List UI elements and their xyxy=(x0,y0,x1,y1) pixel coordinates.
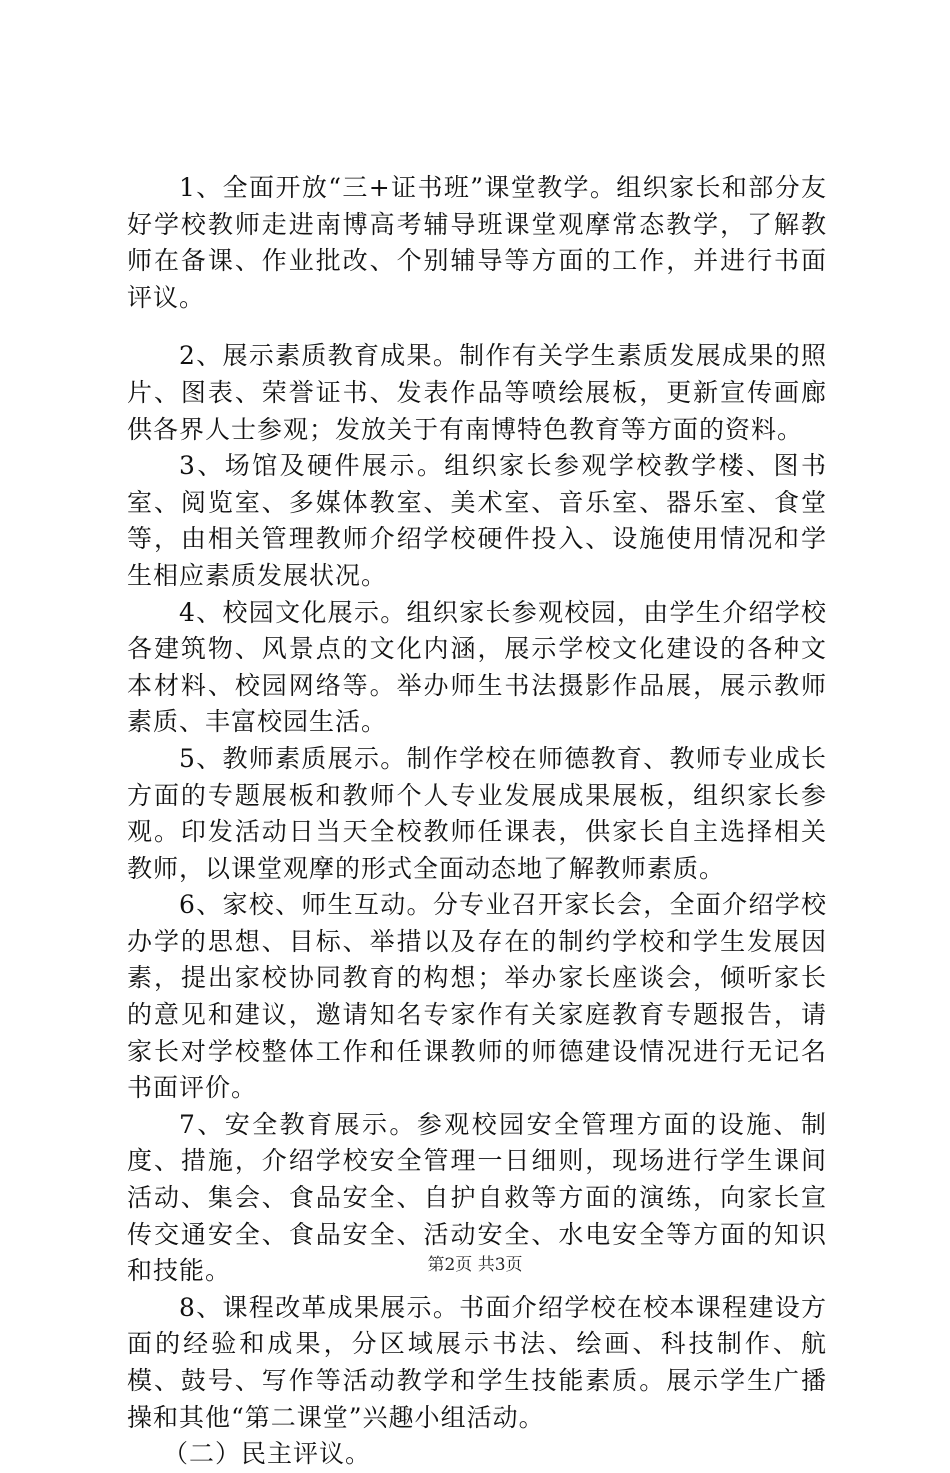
paragraph-5: 5、教师素质展示。制作学校在师德教育、教师专业成长方面的专题展板和教师个人专业发展成果展板，组织家长参观。印发活动日当天全校教师任课表，供家长自主选择相关教师，以课堂观摩的形式全面动态地了解教师素质。 xyxy=(127,743,827,883)
paragraph-6: 6、家校、师生互动。分专业召开家长会，全面介绍学校办学的思想、目标、举措以及存在的制约学校和学生发展因素，提出家校协同教育的构想；举办家长座谈会，倾听家长的意见和建议，邀请知名专家作有关家庭教育专题报告，请家长对学校整体工作和任课教师的师德建设情况进行无记名书面评价。 xyxy=(127,890,827,1103)
paragraph-3: 3、场馆及硬件展示。组织家长参观学校教学楼、图书室、阅览室、多媒体教室、美术室、音乐室、器乐室、食堂等，由相关管理教师介绍学校硬件投入、设施使用情况和学生相应素质发展状况。 xyxy=(127,451,827,590)
paragraph-8: 8、课程改革成果展示。书面介绍学校在校本课程建设方面的经验和成果，分区域展示书法、绘画、科技制作、航模、鼓号、写作等活动教学和学生技能素质。展示学生广播操和其他“第二课堂”兴趣小组活动。 xyxy=(127,1292,827,1432)
paragraph-2: 2、展示素质教育成果。制作有关学生素质发展成果的照片、图表、荣誉证书、发表作品等喷绘展板，更新宣传画廊供各界人士参观；发放关于有南博特色教育等方面的资料。 xyxy=(127,341,827,444)
section-subheading: （二）民主评议。 xyxy=(163,1439,372,1469)
paragraph-4: 4、校园文化展示。组织家长参观校园，由学生介绍学校各建筑物、风景点的文化内涵，展示学校文化建设的各种文本材料、校园网络等。举办师生书法摄影作品展，展示教师素质、丰富校园生活。 xyxy=(127,597,827,737)
paragraph-7: 7、安全教育展示。参观校园安全管理方面的设施、制度、措施，介绍学校安全管理一日细则，现场进行学生课间活动、集会、食品安全、自护自救等方面的演练，向家长宣传交通安全、食品安全、活动安全、水电安全等方面的知识和技能。 xyxy=(127,1109,827,1286)
document-body xyxy=(127,170,827,1473)
paragraph-1: 1、全面开放“三+证书班”课堂教学。组织家长和部分友好学校教师走进南博高考辅导班课堂观摩常态教学，了解教师在备课、作业批改、个别辅导等方面的工作，并进行书面评议。 xyxy=(127,173,827,312)
page-number-footer: 第2页 共3页 xyxy=(427,1255,523,1275)
